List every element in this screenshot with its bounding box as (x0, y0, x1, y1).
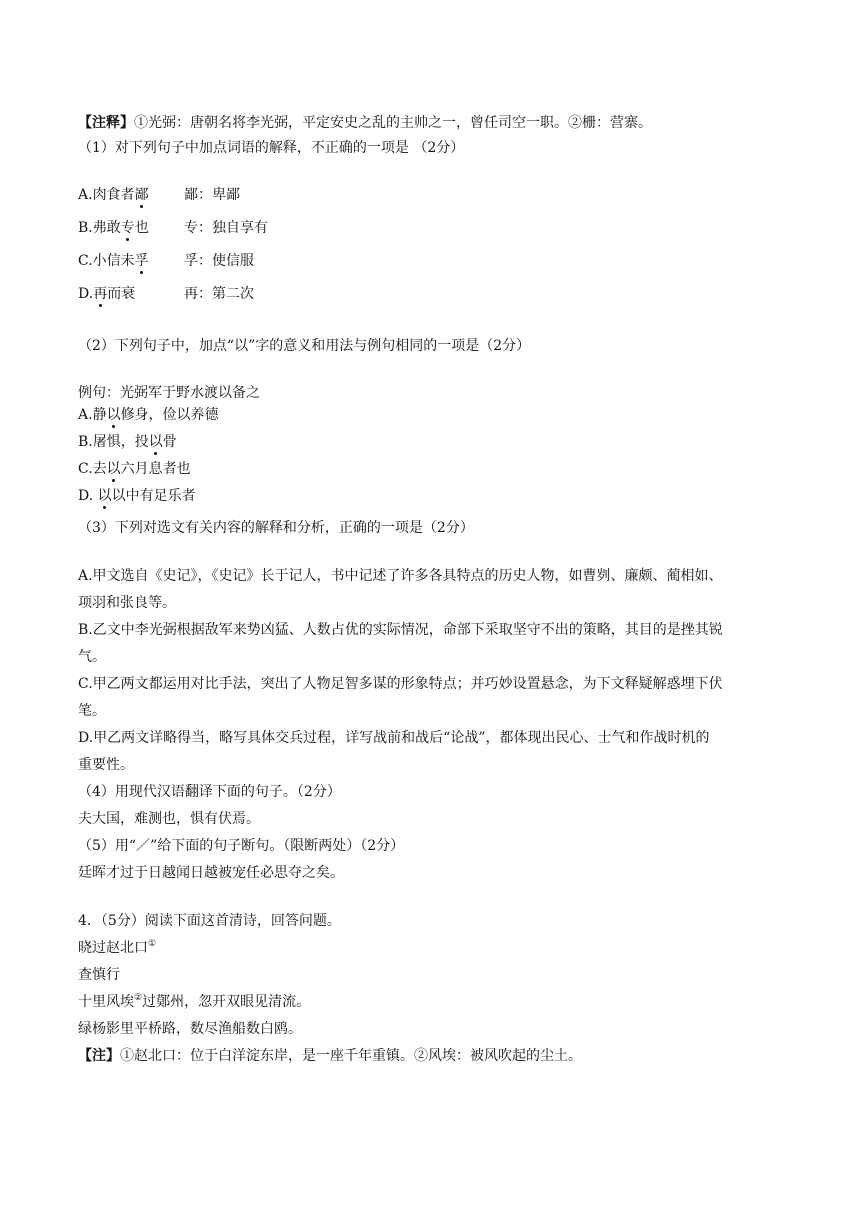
q2-option-c: C.去以六月息者也 (78, 461, 191, 477)
footnote-marker: ② (134, 993, 143, 1003)
q3-stem: （3）下列对选文有关内容的解释和分析，正确的一项是（2分） (78, 520, 474, 536)
q2-stem: （2）下列句子中，加点“以”字的意义和用法与例句相同的一项是（2分） (78, 338, 531, 354)
footnote-marker: ① (148, 939, 157, 949)
q3-option-b-line2: 气。 (78, 649, 106, 665)
q2-option-d: D. 以以中有足乐者 (78, 488, 196, 504)
emphasis-dot-char: 以 (148, 434, 163, 450)
emphasis-dot-char: 专 (120, 220, 135, 236)
q3-option-a-line1: A.甲文选自《史记》，《史记》长于记人，书中记述了许多各具特点的历史人物，如曹刿、廉颇、蔺相如、 (78, 568, 723, 584)
poem-line-2: 绿杨影里平桥路，数尽渔船数白鸥。 (78, 1021, 302, 1037)
q3-option-b-line1: B.乙文中李光弼根据敌军来势凶猛、人数占优的实际情况，命部下采取坚守不出的策略，其目的是挫其锐 (78, 622, 723, 638)
emphasis-dot-char: 以 (106, 461, 121, 477)
poem-note (78, 1046, 582, 1066)
emphasis-dot-char: 以 (106, 407, 121, 423)
emphasis-dot-char: 再 (93, 286, 108, 302)
q3-option-c-line2: 笔。 (78, 703, 106, 719)
poem-note-text: ①赵北口：位于白洋淀东岸，是一座千年重镇。②风埃：被风吹起的尘土。 (120, 1048, 582, 1064)
q3-option-a-line2: 项羽和张良等。 (78, 595, 176, 611)
emphasis-dot-char: 鄙 (134, 187, 149, 203)
emphasis-dot-char: 以 (97, 488, 112, 504)
annotation-label: 【注释】 (78, 115, 134, 131)
q1-option-b: B.弗敢专也 专：独自享有 (78, 220, 268, 236)
q4-sentence: 夫大国，难测也，惧有伏焉。 (78, 811, 260, 827)
question4-stem: 4．（5分）阅读下面这首清诗，回答问题。 (78, 913, 341, 929)
q3-option-d-line1: D.甲乙两文详略得当，略写具体交兵过程，详写战前和战后“论战”，都体现出民心、士气和作战时机的 (78, 730, 710, 746)
q5-stem: （5）用“／”给下面的句子断句。（限断两处）（2分） (78, 838, 405, 854)
emphasis-dot-char: 孚 (134, 253, 149, 269)
q1-option-a: A.肉食者鄙 鄙：卑鄙 (78, 187, 240, 203)
q1-option-c: C.小信未孚 孚：使信服 (78, 253, 254, 269)
annotation-line (78, 113, 652, 133)
q3-option-c-line1: C.甲乙两文都运用对比手法，突出了人物足智多谋的形象特点；并巧妙设置悬念，为下文释疑解惑埋下伏 (78, 676, 723, 692)
q5-sentence: 廷晖才过于日越闻日越被宠任必思夺之矣。 (78, 865, 344, 881)
q1-option-d: D.再而衰 再：第二次 (78, 286, 254, 302)
annotation-text: ①光弼：唐朝名将李光弼，平定安史之乱的主帅之一，曾任司空一职。②栅：营寨。 (134, 115, 652, 131)
poem-author: 查慎行 (78, 967, 120, 983)
q3-option-d-line2: 重要性。 (78, 757, 134, 773)
poem-note-label: 【注】 (78, 1048, 120, 1064)
poem-title: 晓过赵北口① (78, 939, 157, 956)
q4-stem: （4）用现代汉语翻译下面的句子。（2分） (78, 784, 341, 800)
q1-stem: （1）对下列句子中加点词语的解释，不正确的一项是 （2分） (78, 140, 465, 156)
q2-option-b: B.屠惧，投以骨 (78, 434, 177, 450)
poem-line-1: 十里风埃②过鄚州，忽开双眼见清流。 (78, 993, 311, 1010)
q2-option-a: A.静以修身，俭以养德 (78, 407, 219, 423)
q2-example: 例句：光弼军于野水渡以备之 (78, 385, 260, 401)
